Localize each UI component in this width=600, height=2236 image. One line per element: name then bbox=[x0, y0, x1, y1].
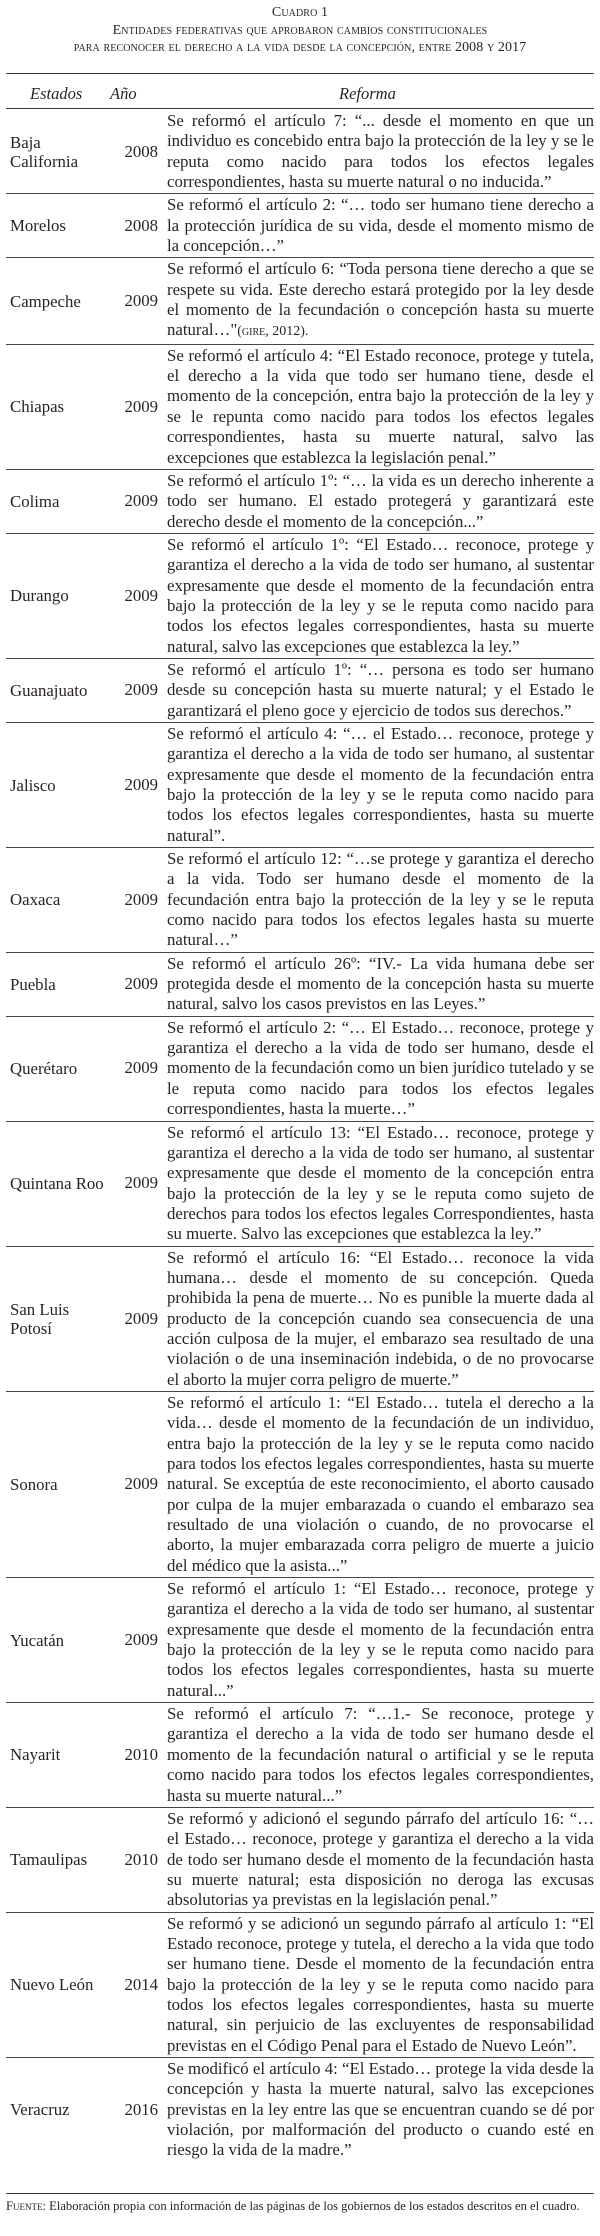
table-row bbox=[6, 1578, 594, 1703]
cell-reforma bbox=[162, 1016, 594, 1121]
cell-reforma bbox=[162, 194, 594, 258]
cell-reforma bbox=[162, 469, 594, 533]
cell-reforma bbox=[162, 1578, 594, 1703]
table-header bbox=[6, 84, 594, 108]
cell-anio: 2016 bbox=[124, 2099, 158, 2119]
table-caption bbox=[0, 4, 600, 57]
cell-reforma bbox=[162, 110, 594, 194]
cell-anio: 2009 bbox=[110, 1578, 162, 1703]
table-row bbox=[6, 1807, 594, 1912]
cell-estado: Durango bbox=[6, 533, 110, 658]
cell-anio: 2009 bbox=[110, 848, 162, 953]
reforma-text: Se reformó el artículo 16: “El Estado… reconoce la vida humana… desde el momento de su concepción. Queda prohibida la pena de muerte… No es punible la muerte dada al producto de la concepción cuando sea consecuencia de una acción culposa de la mujer, el embarazo sea resultado de una violación o de una inseminación indebida, o de no provocarse el aborto la mujer corra peligro de muerte.” bbox=[167, 1247, 594, 1389]
table-row bbox=[6, 952, 594, 1016]
cell-reforma bbox=[162, 1391, 594, 1577]
cell-estado: Baja California bbox=[6, 110, 110, 194]
cell-anio: 2009 bbox=[110, 1246, 162, 1391]
bottom-rule bbox=[6, 2193, 594, 2194]
cell-reforma bbox=[162, 1703, 594, 1808]
cell-estado: San Luis Potosí bbox=[6, 1246, 110, 1391]
table-row bbox=[6, 1912, 594, 2057]
reforma-text: Se reformó el artículo 7: “... desde el momento en que un individuo es concebido entra bajo la protección de la ley y se le reputa como nacido para todos los efectos legales correspondientes, hasta su muerte natural o no inducida.” bbox=[167, 111, 594, 192]
cell-reforma bbox=[162, 344, 594, 469]
header-estados: Estados bbox=[30, 84, 83, 103]
table-row bbox=[6, 1121, 594, 1246]
cell-estado: Jalisco bbox=[6, 722, 110, 847]
reforma-text: Se reformó el artículo 13: “El Estado… reconoce, protege y garantiza el derecho a la vida de todo ser humano, al sustentar expresamente que desde el momento de la concepción entra bajo la protección de la ley y se le reputa como sujeto de derechos para todos los efectos legales Correspondientes, hasta su muerte. Salvo las excepciones que establezca la ley.” bbox=[167, 1122, 594, 1244]
cell-reforma bbox=[162, 1912, 594, 2057]
source-text: Elaboración propia con información de las páginas de los gobiernos de los estados descritos en el cuadro. bbox=[46, 2199, 580, 2213]
table-row bbox=[6, 1391, 594, 1577]
table-row bbox=[6, 722, 594, 847]
table-row bbox=[6, 258, 594, 344]
cell-anio: 2009 bbox=[110, 344, 162, 469]
reforma-text: Se reformó el artículo 2: “… todo ser humano tiene derecho a la protección jurídica de su vida, desde el momento mismo de la concepción…” bbox=[167, 195, 594, 256]
cell-estado: Sonora bbox=[6, 1391, 110, 1577]
reforma-citation: (gire, 2012). bbox=[237, 324, 309, 340]
table-row bbox=[6, 1016, 594, 1121]
cell-anio: 2008 bbox=[110, 110, 162, 194]
cell-reforma bbox=[162, 952, 594, 1016]
cell-estado: Nuevo León bbox=[6, 1912, 110, 2057]
header-reforma: Reforma bbox=[339, 84, 396, 103]
cell-estado: Puebla bbox=[6, 952, 110, 1016]
cell-anio: 2009 bbox=[110, 469, 162, 533]
cell-estado: Colima bbox=[6, 469, 110, 533]
reforma-text: Se reformó el artículo 1º: “… la vida es un derecho inherente a todo ser humano. El estado protegerá y garantizará este derecho desde el momento de la concepción...” bbox=[167, 470, 594, 531]
reforma-text: Se reformó el artículo 2: “… El Estado… reconoce, protege y garantiza el derecho a la vida de todo ser humano, desde el momento de la fecundación como un bien jurídico tutelado y se le reputa como nacido para todos los efectos legales correspondientes, hasta la muerte…” bbox=[167, 1017, 594, 1119]
cell-reforma bbox=[162, 722, 594, 847]
cell-reforma bbox=[162, 658, 594, 722]
header-anio: Año bbox=[110, 84, 137, 103]
cell-estado: Morelos bbox=[6, 194, 110, 258]
cell-anio: 2008 bbox=[110, 194, 162, 258]
cell-estado: Campeche bbox=[6, 258, 110, 344]
cell-anio: 2009 bbox=[110, 1016, 162, 1121]
cell-anio: 2009 bbox=[110, 258, 162, 344]
cell-anio: 2010 bbox=[110, 1703, 162, 1808]
cell-reforma bbox=[162, 848, 594, 953]
reforma-text: Se reformó y adicionó el segundo párrafo del artículo 16: “… el Estado… reconoce, protege y garantiza el derecho a la vida de todo ser humano desde el momento de la fecundación hasta su muerte natural; esta disposición no deroga las excusas absolutorias ya previstas en la legislación penal.” bbox=[167, 1808, 594, 1910]
cell-estado: Oaxaca bbox=[6, 848, 110, 953]
reforma-text: Se reformó el artículo 4: “… el Estado… reconoce, protege y garantiza el derecho a la vida de todo ser humano, al sustentar expresamente que desde el momento de la fecundación entra bajo la protección de la ley y se le reputa como nacido para todos los efectos legales correspondientes, hasta su muerte natural”. bbox=[167, 723, 594, 845]
cell-reforma bbox=[162, 1807, 594, 1912]
table-row bbox=[6, 848, 594, 953]
table-row bbox=[6, 2057, 594, 2161]
reforma-text: Se modificó el artículo 4: “El Estado… protege la vida desde la concepción y hasta la muerte natural, salvo las excepciones previstas en la ley entre las que se encuentran cuando se dé por violación, por malformación del producto o cuando esté en riesgo la vida de la madre.” bbox=[167, 2058, 594, 2160]
table-title-line-2: para reconocer el derecho a la vida desde la concepción, entre 2008 y 2017 bbox=[73, 40, 527, 55]
table-row bbox=[6, 533, 594, 658]
cell-estado: Chiapas bbox=[6, 344, 110, 469]
cell-anio: 2010 bbox=[110, 1807, 162, 1912]
table-row bbox=[6, 110, 594, 194]
reforma-text: Se reformó el artículo 4: “El Estado reconoce, protege y tutela, el derecho a la vida que todo ser humano tiene, desde el momento de la concepción, entra bajo la protección de la ley y se le repunta como nacido para todos los efectos legales correspondientes, hasta su muerte natural, salvo las excepciones que establezca la legislación penal.” bbox=[167, 345, 594, 467]
cell-estado: Yucatán bbox=[6, 1578, 110, 1703]
table-row bbox=[6, 1703, 594, 1808]
reforma-text: Se reformó el artículo 1: “El Estado… tutela el derecho a la vida… desde el momento de la fecundación de un individuo, entra bajo la protección de la ley y se le reputa como nacido para todos los efectos legales correspondientes, hasta su muerte natural. Se exceptúa de este reconocimiento, el aborto causado por culpa de la mujer embarazada o cuando el embarazo sea resultado de una violación o cuando, de no provocarse el aborto, la mujer embarazada corra peligro de muerte a juicio del médico que la asista...” bbox=[167, 1392, 594, 1575]
cell-reforma bbox=[162, 1246, 594, 1391]
reforma-text: Se reformó el artículo 1: “El Estado… reconoce, protege y garantiza el derecho a la vida de todo ser humano, al sustentar expresamente que desde el momento de la fecundación entra bajo la protección de la ley y se le reputa como nacido para todos los efectos legales correspondientes, hasta su muerte natural...” bbox=[167, 1579, 594, 1700]
cell-estado: Guanajuato bbox=[6, 658, 110, 722]
cell-estado: Quintana Roo bbox=[6, 1121, 110, 1246]
reforma-text: Se reformó el artículo 1º: “El Estado… reconoce, protege y garantiza el derecho a la vida de todo ser humano, al sustentar expresamente que desde el momento de la fecundación entra bajo la protección de la ley y se le reputa como nacido para todos los efectos legales correspondientes, hasta su muerte natural, salvo las excepciones que establezca la ley.” bbox=[167, 534, 594, 656]
table-title-line-1: Entidades federativas que aprobaron cambios constitucionales bbox=[112, 22, 488, 38]
table-row bbox=[6, 194, 594, 258]
cell-estado: Querétaro bbox=[6, 1016, 110, 1121]
header-rule bbox=[6, 108, 594, 109]
cell-anio: 2009 bbox=[110, 1391, 162, 1577]
table-row bbox=[6, 1246, 594, 1391]
cell-reforma bbox=[162, 2057, 594, 2161]
reforma-text: Se reformó el artículo 7: “…1.- Se reconoce, protege y garantiza el derecho a la vida de todo ser humano desde el momento de la fecundación natural o artificial y se le reputa como nacido para todos los efectos legales correspondientes, hasta su muerte natural...” bbox=[167, 1704, 594, 1805]
cell-anio: 2009 bbox=[110, 533, 162, 658]
cell-estado: Veracruz bbox=[10, 2100, 70, 2120]
reforma-text: Se reformó el artículo 6: “Toda persona tiene derecho a que se respete su vida. Este derecho estará protegido por la ley desde el momento de la fecundación o concepción hasta su muerte natural…" bbox=[167, 259, 594, 340]
reforma-text: Se reformó el artículo 1º: “… persona es todo ser humano desde su concepción hasta su muerte natural; y el Estado le garantizará el pleno goce y ejercicio de todos sus derechos.” bbox=[167, 659, 594, 720]
cell-estado: Nayarit bbox=[6, 1703, 110, 1808]
cell-estado: Tamaulipas bbox=[6, 1807, 110, 1912]
table-row bbox=[6, 344, 594, 469]
table-number: Cuadro 1 bbox=[271, 5, 329, 20]
top-rule bbox=[6, 73, 594, 74]
reforma-text: Se reformó el artículo 26º: “IV.- La vida humana debe ser protegida desde el momento de la concepción hasta su muerte natural, salvo los casos previstos en las Leyes.” bbox=[167, 953, 594, 1014]
table-row bbox=[6, 658, 594, 722]
cell-anio: 2009 bbox=[110, 1121, 162, 1246]
cell-anio: 2009 bbox=[110, 722, 162, 847]
cell-reforma bbox=[162, 533, 594, 658]
table-row bbox=[6, 469, 594, 533]
reforma-text: Se reformó el artículo 12: “…se protege y garantiza el derecho a la vida. Todo ser humano desde el momento de la fecundación entra bajo la protección de la ley y se le reputa como nacido para todos los efectos legales hasta su muerte natural…” bbox=[167, 849, 594, 950]
source-label: Fuente: bbox=[6, 2199, 46, 2213]
reforma-text: Se reformó y se adicionó un segundo párrafo al artículo 1: “El Estado reconoce, protege y tutela, el derecho a la vida que todo ser humano tiene. Desde el momento de la fecundación entra bajo la protección de la ley y se le reputa como nacido para todos los efectos legales correspondientes, hasta su muerte natural, sin perjuicio de las excluyentes de responsabilidad previstas en el Código Penal para el Estado de Nuevo León”. bbox=[167, 1913, 594, 2055]
cell-anio: 2009 bbox=[110, 952, 162, 1016]
cell-reforma bbox=[162, 258, 594, 344]
cell-reforma bbox=[162, 1121, 594, 1246]
cell-anio: 2009 bbox=[110, 658, 162, 722]
cell-anio: 2014 bbox=[110, 1912, 162, 2057]
reforms-table bbox=[6, 110, 594, 2162]
source-note bbox=[6, 2198, 594, 2214]
